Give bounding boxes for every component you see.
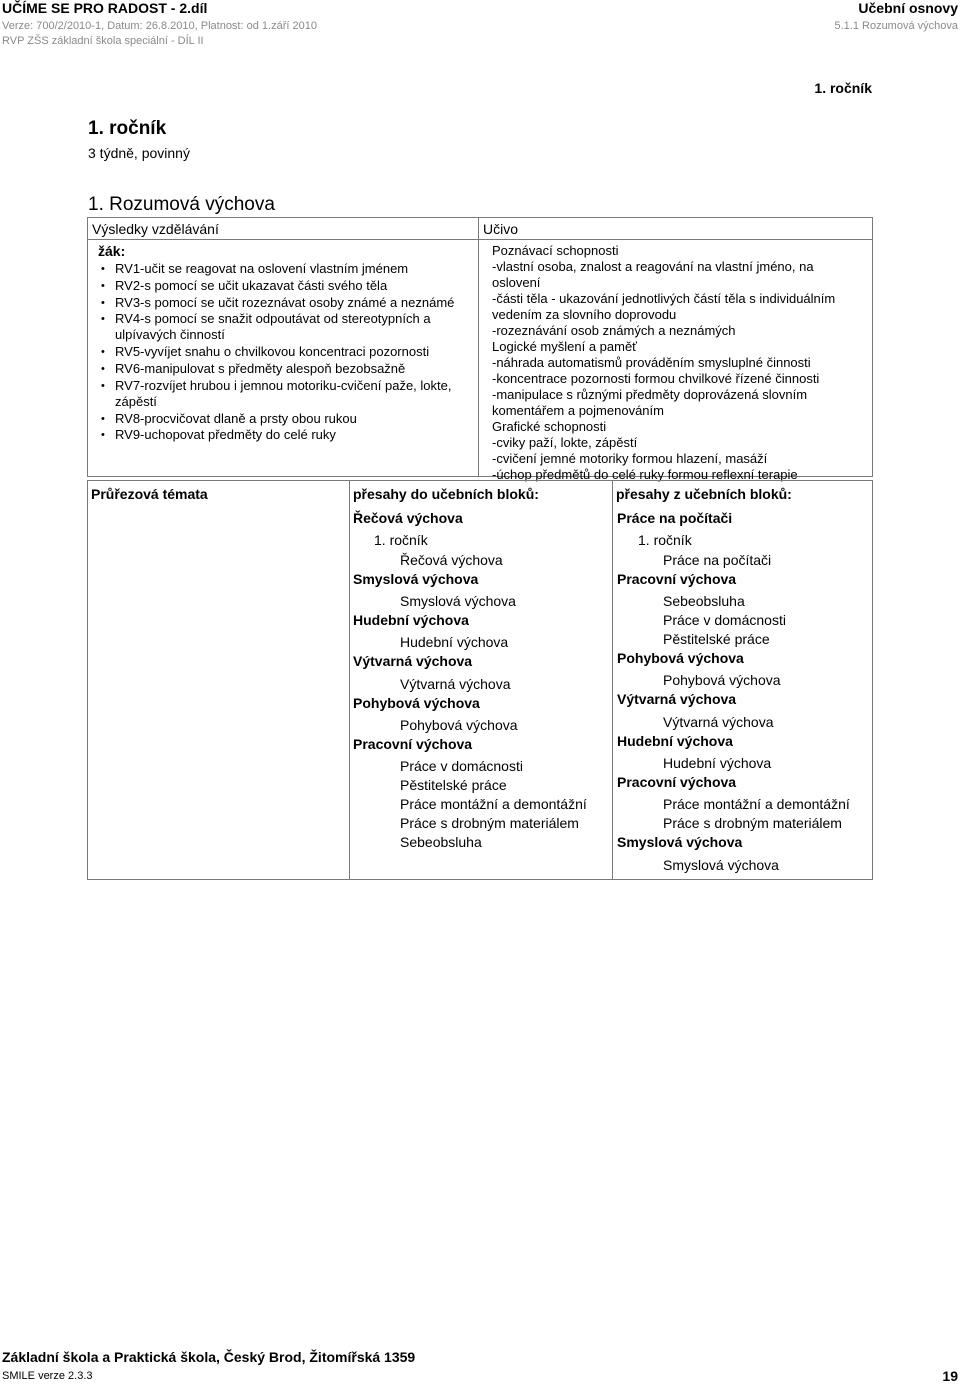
from-item: Práce na počítači [663, 552, 772, 568]
outcomes-heading: Výsledky vzdělávání [88, 218, 478, 240]
grade-title: 1. ročník [88, 118, 167, 139]
into-subject: Výtvarná výchova [353, 653, 473, 669]
into-item: Řečová výchova [400, 552, 503, 568]
themes-column [87, 480, 350, 880]
content-line: -části těla - ukazování jednotlivých částí těla s individuálním vedením za slovního doprovodu [492, 291, 836, 322]
into-subject: Pohybová výchova [353, 695, 480, 711]
from-item: Pěstitelské práce [663, 631, 770, 647]
from-item: Sebeobsluha [663, 593, 745, 609]
outcomes-box [87, 217, 479, 477]
content-line: Grafické schopnosti [492, 419, 607, 434]
from-subject: Práce na počítači [617, 510, 733, 526]
page-number: 19 [942, 1368, 958, 1384]
section-number: 5.1.1 Rozumová výchova [834, 20, 958, 32]
content-line: -rozeznávání osob známých a neznámých [492, 323, 736, 338]
subject-title: 1. Rozumová výchova [88, 194, 275, 215]
content-line: Logické myšlení a paměť [492, 339, 638, 354]
from-grade: 1. ročník [638, 532, 692, 548]
outcome-item: • RV4-s pomocí se snažit odpoutávat od stereotypních a ulpívavých činností [115, 311, 470, 343]
content-heading: Učivo [479, 218, 872, 240]
from-item: Práce v domácnosti [663, 612, 786, 628]
content-line: Poznávací schopnosti [492, 243, 619, 258]
footer-software-version: SMILE verze 2.3.3 [2, 1370, 93, 1382]
content-box [478, 217, 873, 482]
into-grade: 1. ročník [374, 532, 428, 548]
into-item: Práce v domácnosti [400, 758, 523, 774]
from-item: Pohybová výchova [663, 672, 781, 688]
content-list [492, 243, 872, 483]
into-item: Smyslová výchova [400, 593, 516, 609]
into-item: Práce montážní a demontážní [400, 796, 587, 812]
into-subject: Smyslová výchova [353, 571, 479, 587]
grade-subtitle: 3 týdně, povinný [88, 145, 190, 161]
content-line: -vlastní osoba, znalost a reagování na vlastní jméno, na oslovení [492, 259, 814, 290]
overlaps-from-heading: přesahy z učebních bloků: [616, 486, 792, 502]
from-subject: Pracovní výchova [617, 571, 737, 587]
outcome-item: • RV3-s pomocí se učit rozeznávat osoby známé a neznámé [115, 295, 470, 311]
into-item: Sebeobsluha [400, 834, 482, 850]
into-subject: Hudební výchova [353, 612, 469, 628]
version-line: Verze: 700/2/2010-1, Datum: 26.8.2010, Platnost: od 1.září 2010 [2, 20, 317, 32]
content-line: -náhrada automatismů prováděním smysluplné činnosti [492, 355, 811, 370]
outcome-item: • RV2-s pomocí se učit ukazavat části svého těla [115, 278, 470, 294]
student-label: žák: [98, 243, 126, 259]
into-item: Práce s drobným materiálem [400, 815, 579, 831]
into-item: Hudební výchova [400, 634, 509, 650]
from-subject: Pracovní výchova [617, 774, 737, 790]
outcome-item: • RV7-rozvíjet hrubou i jemnou motoriku-cvičení paže, lokte, zápěstí [115, 378, 470, 410]
outcome-item: • RV1-učit se reagovat na oslovení vlastním jménem [115, 261, 470, 277]
content-line: -cviky paží, lokte, zápěstí [492, 435, 638, 450]
section-title: Učební osnovy [858, 0, 958, 16]
content-line: -koncentrace pozornosti formou chvilkové řízené činnosti [492, 371, 820, 386]
from-subject: Hudební výchova [617, 733, 733, 749]
outcomes-list [88, 261, 478, 443]
from-item: Práce s drobným materiálem [663, 815, 842, 831]
grade-label-right: 1. ročník [814, 80, 872, 96]
from-subject: Pohybová výchova [617, 650, 744, 666]
into-item: Pěstitelské práce [400, 777, 507, 793]
into-item: Výtvarná výchova [400, 676, 511, 692]
overlaps-into-heading: přesahy do učebních bloků: [353, 486, 539, 502]
from-item: Práce montážní a demontážní [663, 796, 850, 812]
footer-school: Základní škola a Praktická škola, Český Brod, Žitomířská 1359 [2, 1349, 416, 1365]
rvp-line: RVP ZŠS základní škola speciální - DÍL II [2, 35, 204, 47]
content-line: -cvičení jemné motoriky formou hlazení, masáží [492, 451, 768, 466]
from-item: Hudební výchova [663, 755, 772, 771]
content-line: -manipulace s různými předměty doprovázená slovním komentářem a pojmenováním [492, 387, 808, 418]
themes-heading: Průřezová témata [91, 486, 208, 502]
document-title: UČÍME SE PRO RADOST - 2.díl [2, 0, 208, 16]
into-subject: Pracovní výchova [353, 736, 473, 752]
outcome-item: • RV6-manipulovat s předměty alespoň bezobsažně [115, 361, 470, 377]
from-item: Smyslová výchova [663, 857, 779, 873]
from-item: Výtvarná výchova [663, 714, 774, 730]
content-line: -úchop předmětů do celé ruky formou reflexní terapie [492, 467, 798, 482]
into-subject: Řečová výchova [353, 510, 463, 526]
outcome-item: • RV8-procvičovat dlaně a prsty obou rukou [115, 411, 470, 427]
from-subject: Výtvarná výchova [617, 691, 737, 707]
into-item: Pohybová výchova [400, 717, 518, 733]
outcome-item: • RV9-uchopovat předměty do celé ruky [115, 427, 470, 443]
from-subject: Smyslová výchova [617, 834, 743, 850]
outcome-item: • RV5-vyvíjet snahu o chvilkovou koncentraci pozornosti [115, 344, 470, 360]
